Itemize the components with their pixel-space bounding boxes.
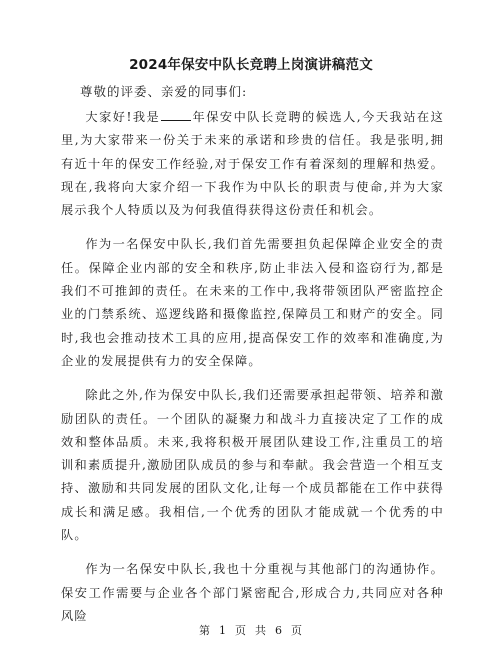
footer-label-total: 共 bbox=[255, 624, 267, 637]
paragraph-intro-rest: 年保安中队长竞聘的候选人,今天我站在这里,为大家带来一份关于未来的承诺和珍贵的信任。我是张明,拥有近十年的保安工作经验,对于保安工作有着深刻的理解和热爱。现在,我将向大家介绍一下我作为中队长的职责与使命,并为大家展示我个人特质以及为何我值得获得这份责任和机会。 bbox=[61, 110, 444, 218]
footer-label-page: 第 bbox=[199, 624, 211, 637]
document-title: 2024年保安中队长竞聘上岗演讲稿范文 bbox=[129, 57, 373, 73]
salutation: 尊敬的评委、亲爱的同事们: bbox=[80, 84, 248, 99]
document-body bbox=[61, 106, 444, 639]
footer-total-pages: 6 bbox=[275, 624, 283, 637]
footer-label-total-unit: 页 bbox=[291, 624, 303, 637]
paragraph-cooperation: 作为一名保安中队长,我也十分重视与其他部门的沟通协作。保安工作需要与企业各个部门紧密配合,形成合力,共同应对各种风险 bbox=[61, 562, 444, 623]
fill-in-blank bbox=[161, 106, 191, 121]
paragraph-intro-start: 大家好!我是 bbox=[85, 110, 161, 124]
footer-label-page-unit: 页 bbox=[235, 624, 247, 637]
paragraph-security-duty: 作为一名保安中队长,我们首先需要担负起保障企业安全的责任。保障企业内部的安全和秩序,防止非法入侵和盗窃行为,都是我们不可推卸的责任。在未来的工作中,我将带领团队严密监控企业的门禁系统、巡逻线路和摄像监控,保障员工和财产的安全。同时,我也会推动技术工具的应用,提高保安工作的效率和准确度,为企业的发展提供有力的安全保障。 bbox=[61, 237, 444, 368]
paragraph-intro bbox=[61, 106, 444, 222]
footer-current-page: 1 bbox=[219, 624, 227, 637]
page-footer bbox=[0, 624, 502, 638]
paragraph-team-building: 除此之外,作为保安中队长,我们还需要承担起带领、培养和激励团队的责任。一个团队的凝聚力和战斗力直接决定了工作的成效和整体品质。未来,我将积极开展团队建设工作,注重员工的培训和素质提升,激励团队成员的参与和奉献。我会营造一个相互支持、激励和共同发展的团队文化,让每一个成员都能在工作中获得成长和满足感。我相信,一个优秀的团队才能成就一个优秀的中队。 bbox=[61, 388, 444, 543]
